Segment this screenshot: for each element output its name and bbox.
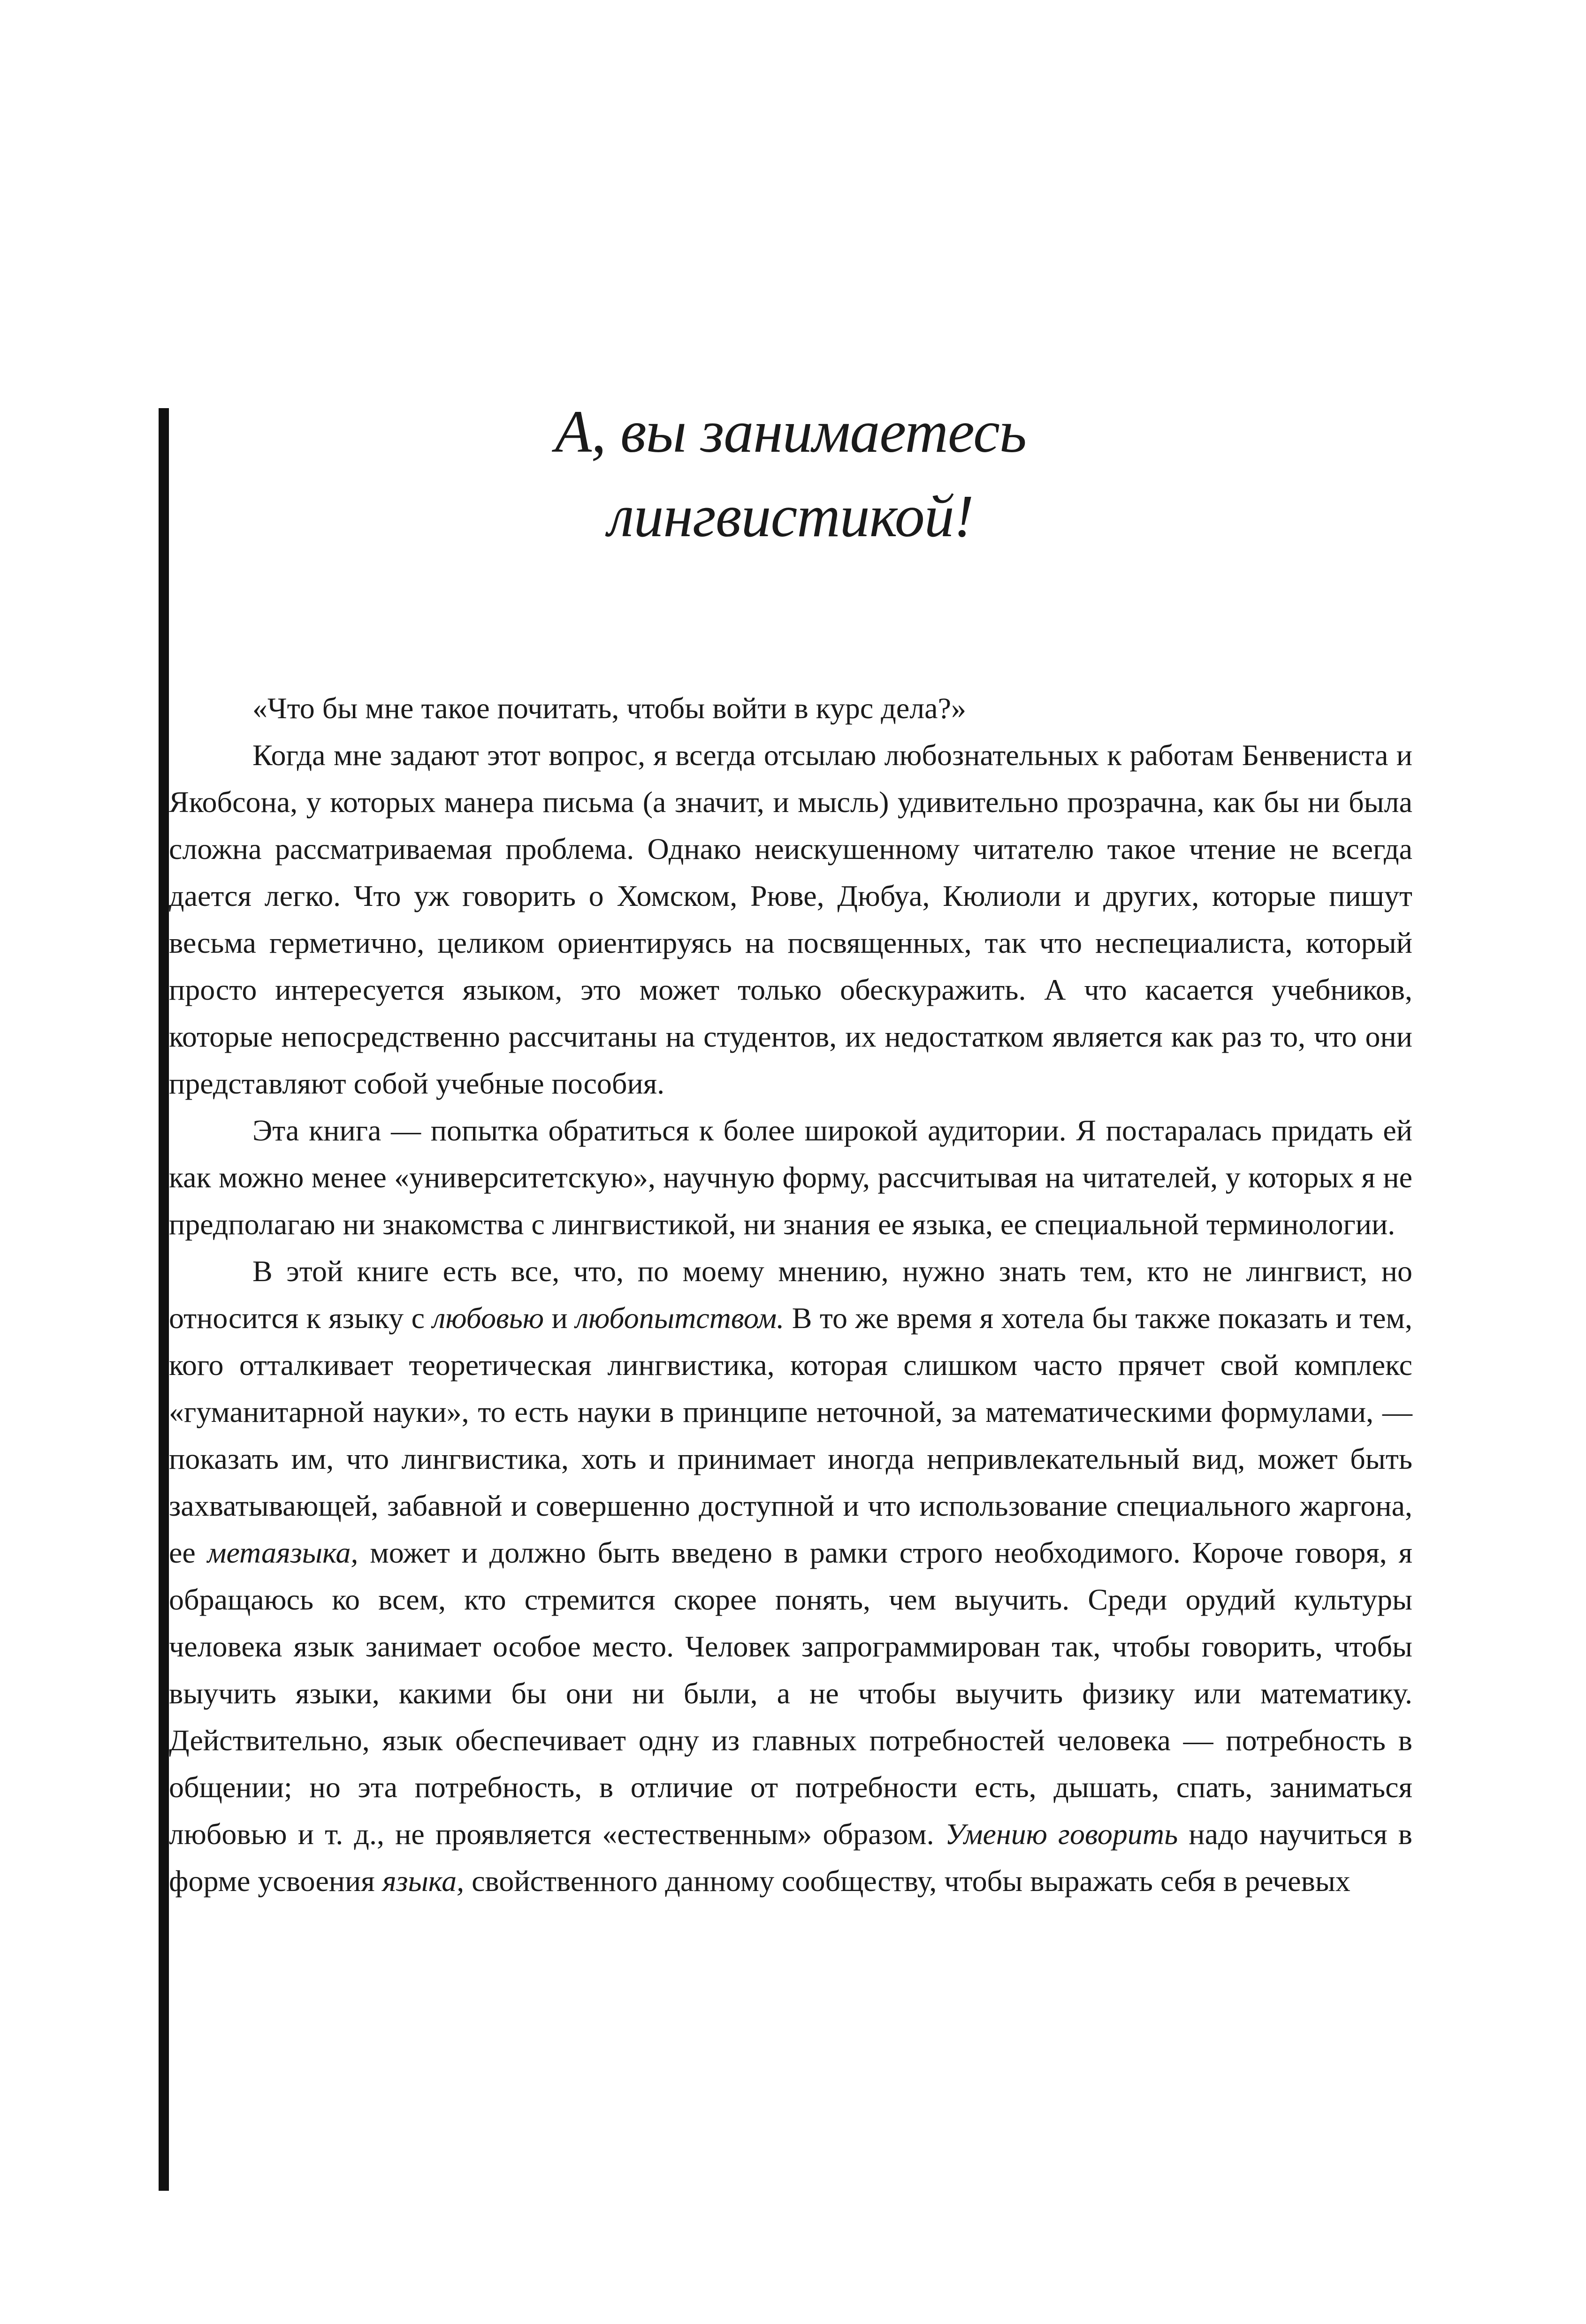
emphasis-metalanguage: метаязыка, (207, 1536, 358, 1569)
body-text (169, 685, 1412, 1905)
chapter-title (169, 389, 1412, 558)
emphasis-ability-to-speak: Умению говорить (945, 1817, 1178, 1851)
emphasis-love: любовью (432, 1301, 544, 1335)
paragraph-4-text: и (544, 1301, 576, 1335)
paragraph-4-text: свойственного данному сообществу, чтобы выражать себя в речевых (464, 1864, 1350, 1898)
paragraph-1: «Что бы мне такое почитать, чтобы войти в курс дела?» (252, 691, 966, 725)
paragraph-4-text: надо научиться в форме усвоения (169, 1817, 1413, 1898)
paragraph-4-text: В этой книге есть все, что, по моему мнению, нужно знать тем, кто не лингвист, но относится к языку с (169, 1254, 1412, 1335)
paragraph-4-text: В то же время я хотела бы также показать и тем, кого отталкивает теоретическая лингвистика, которая слишком часто прячет свой комплекс «гуманитарной науки», то есть науки в принципе неточной, за математическими формулами, — показать им, что лингвистика, хоть и принимает иногда непривлекательный вид, может быть захватывающей, забавной и совершенно доступной и что использование специального жаргона, ее (169, 1301, 1413, 1569)
paragraph-4 (169, 1248, 1412, 1905)
paragraph-3: Эта книга — попытка обратиться к более широкой аудитории. Я постаралась придать ей как можно менее «университетскую», научную форму, рассчитывая на читателей, у которых я не предполагаю ни знакомства с лингвистикой, ни знания ее языка, ее специальной терминологии. (169, 1114, 1412, 1241)
paragraph-4-text: может и должно быть введено в рамки строго необходимого. Короче говоря, я обращаюсь ко всем, кто стремится скорее понять, чем выучить. Среди орудий культуры человека язык занимает особое место. Человек запрограммирован так, чтобы говорить, чтобы выучить языки, какими бы они ни были, а не чтобы выучить физику или математику. Действительно, язык обеспечивает одну из главных потребностей человека — потребность в общении; но эта потребность, в отличие от потребности есть, дышать, спать, заниматься любовью и т. д., не проявляется «естественным» образом. (169, 1536, 1413, 1851)
chapter-title-line-2: лингвистикой! (608, 483, 974, 549)
chapter-title-line-1: А, вы занимаетесь (555, 398, 1027, 465)
scan-binding-shadow (159, 408, 169, 2191)
paragraph-2: Когда мне задают этот вопрос, я всегда отсылаю любознательных к работам Бенвениста и Якобсона, у которых манера письма (а значит, и мысль) удивительно прозрачна, как бы ни была сложна рассматриваемая проблема. Однако неискушенному читателю такое чтение не всегда дается легко. Что уж говорить о Хомском, Рюве, Дюбуа, Кюлиоли и других, которые пишут весьма герметично, целиком ориентируясь на посвященных, так что неспециалиста, который просто интересуется языком, это может только обескуражить. А что касается учебников, которые непосредственно рассчитаны на студентов, их недостатком является как раз то, что они представляют собой учебные пособия. (169, 738, 1412, 1100)
emphasis-curiosity: любопытством. (575, 1301, 785, 1335)
emphasis-language: языка, (382, 1864, 465, 1898)
